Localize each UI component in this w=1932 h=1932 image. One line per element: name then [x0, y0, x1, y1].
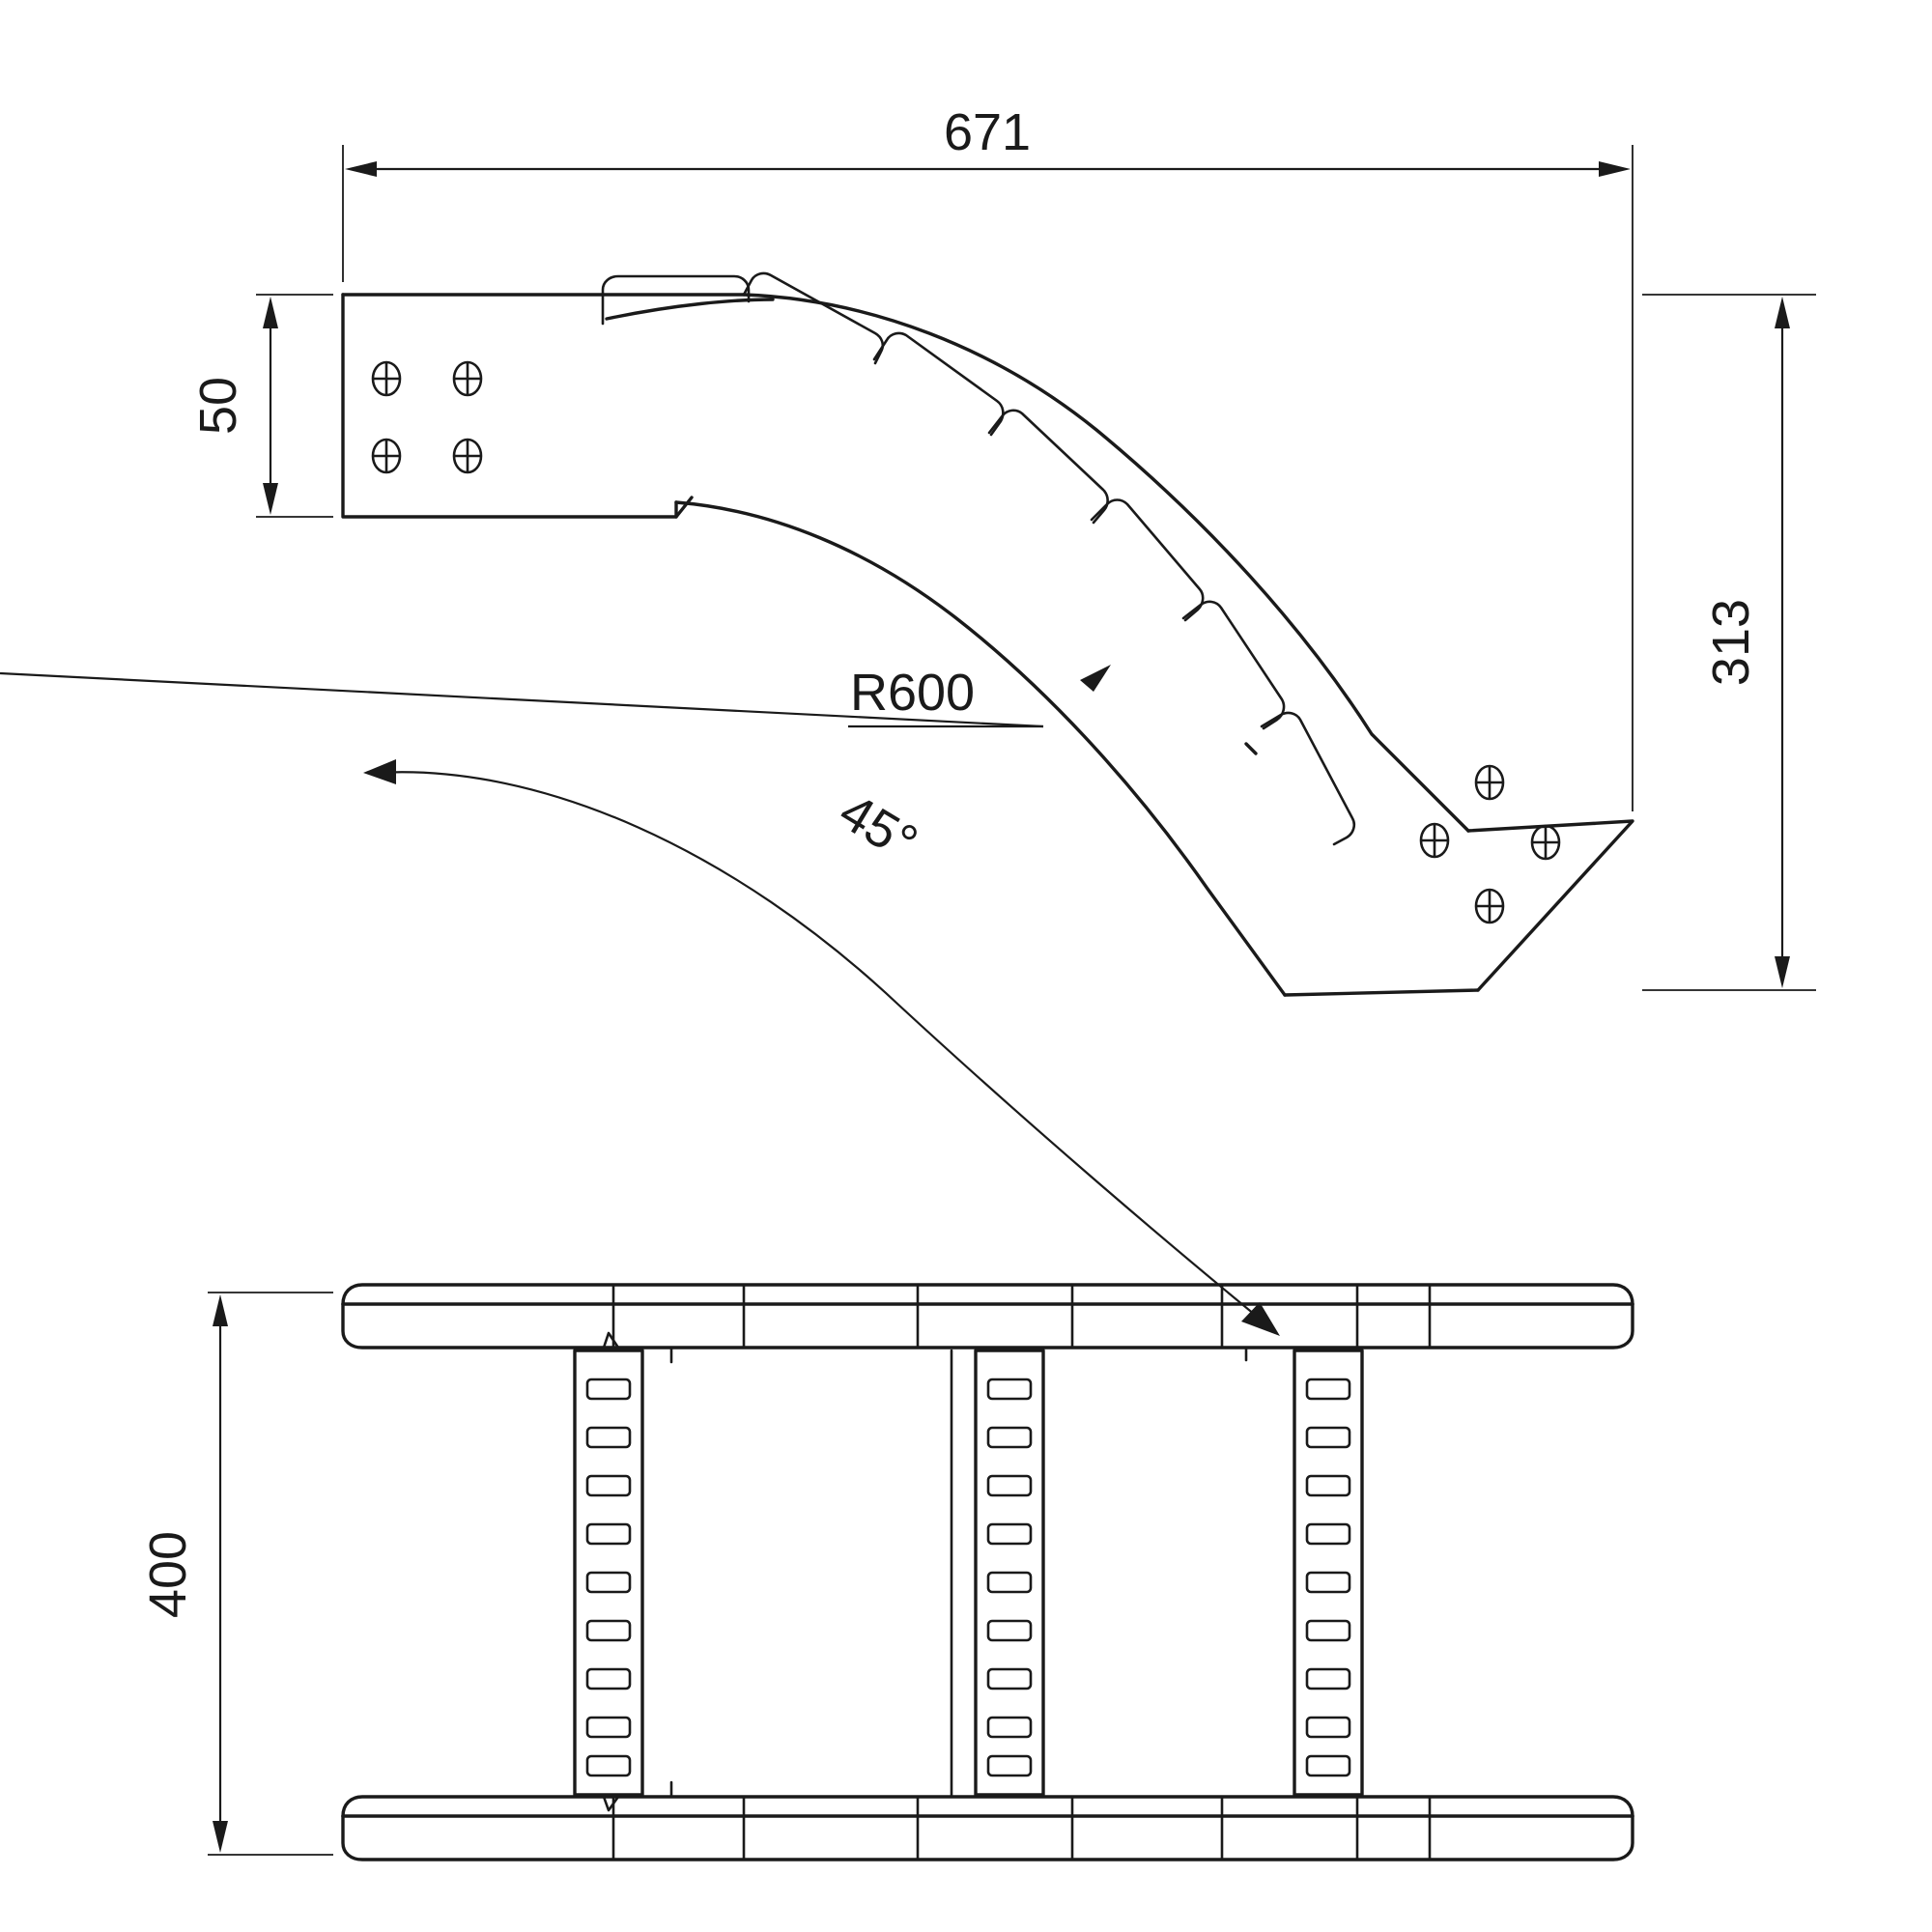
- overall-depth-dimension: [1642, 295, 1816, 990]
- inner-curved-rail: [676, 502, 1285, 995]
- right-bolt-holes: [1421, 766, 1559, 923]
- rail-height-value: 50: [189, 376, 247, 436]
- bolt-hole: [1476, 890, 1503, 923]
- angle-value: 45°: [829, 781, 927, 873]
- bolt-hole: [1421, 824, 1448, 857]
- right-straight-section: [1246, 744, 1633, 995]
- rung-1: [575, 1350, 642, 1795]
- ladder-width-dimension: [139, 1293, 333, 1855]
- ladder-width-value: 400: [139, 1530, 197, 1619]
- overall-length-value: 671: [943, 103, 1032, 161]
- bolt-hole: [1532, 826, 1559, 859]
- bolt-hole: [454, 440, 481, 472]
- outer-curved-rail: [607, 295, 1468, 831]
- overall-depth-value: 313: [1702, 598, 1760, 687]
- rail-height-dimension: [189, 295, 333, 517]
- bolt-hole: [373, 440, 400, 472]
- bolt-hole: [454, 362, 481, 395]
- rung-3: [1294, 1350, 1362, 1795]
- top-view: [0, 103, 1816, 1336]
- angle-dimension: [363, 759, 1280, 1336]
- left-bolt-holes: [373, 362, 481, 472]
- overall-length-dimension: [343, 103, 1633, 811]
- radius-value: R600: [850, 664, 976, 722]
- left-straight-section: [343, 295, 744, 517]
- rung-tab-group-outer: [603, 273, 1354, 844]
- rung-2: [952, 1350, 1043, 1795]
- radius-callout: [0, 664, 1111, 726]
- bolt-hole: [373, 362, 400, 395]
- side-view: [139, 1285, 1633, 1860]
- bolt-hole: [1476, 766, 1503, 799]
